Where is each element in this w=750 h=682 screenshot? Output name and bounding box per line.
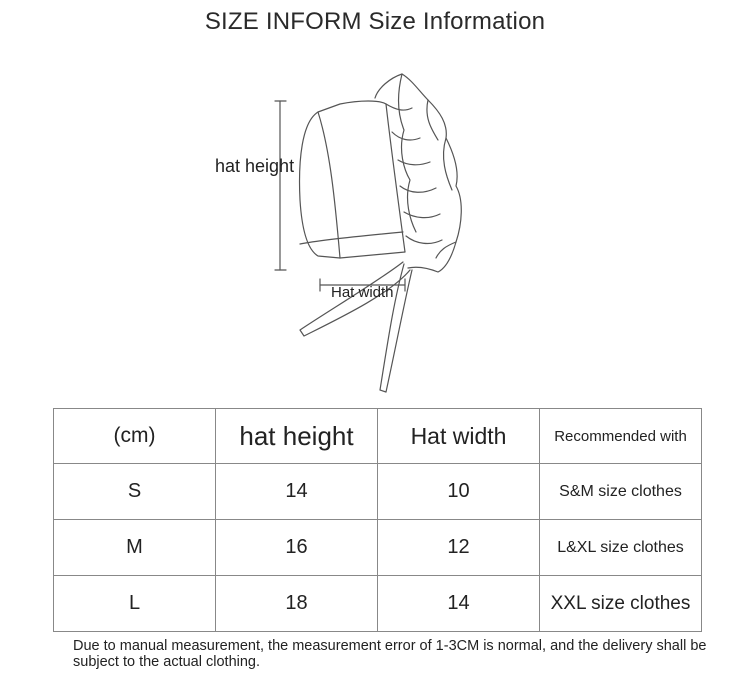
header-unit: (cm) (54, 409, 216, 464)
table-row (54, 520, 702, 576)
size-table (53, 408, 702, 632)
table-header-row (54, 409, 702, 464)
hat-width-label: Hat width (331, 284, 394, 301)
hat-width-cell: 14 (378, 576, 540, 632)
bonnet-ties (300, 262, 412, 392)
bonnet-ruffle (375, 74, 461, 272)
hat-width-cell: 12 (378, 520, 540, 576)
recommended-cell: XXL size clothes (540, 576, 702, 632)
hat-height-cell: 18 (216, 576, 378, 632)
recommended-cell: S&M size clothes (540, 464, 702, 520)
header-recommended: Recommended with (540, 409, 702, 464)
size-cell: M (54, 520, 216, 576)
header-hat-width: Hat width (378, 409, 540, 464)
hat-width-cell: 10 (378, 464, 540, 520)
size-cell: S (54, 464, 216, 520)
measurement-note: Due to manual measurement, the measurement error of 1-3CM is normal, and the delivery shall be subject to the actual clothing. (73, 638, 707, 670)
hat-height-label: hat height (215, 156, 295, 176)
page-title: SIZE INFORM Size Information (204, 8, 546, 35)
size-cell: L (54, 576, 216, 632)
hat-height-cell: 14 (216, 464, 378, 520)
bonnet-body (300, 101, 405, 258)
header-hat-height: hat height (216, 409, 378, 464)
table-row (54, 576, 702, 632)
height-dimension-line (275, 101, 286, 270)
hat-height-cell: 16 (216, 520, 378, 576)
recommended-cell: L&XL size clothes (540, 520, 702, 576)
table-row (54, 464, 702, 520)
